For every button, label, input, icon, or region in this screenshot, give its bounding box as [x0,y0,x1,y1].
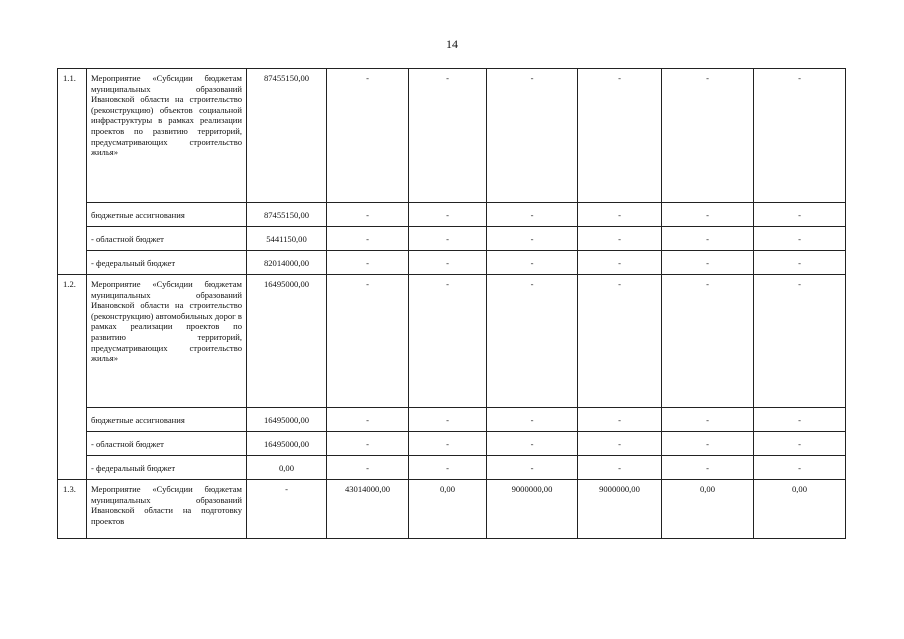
value-cell: - [409,408,487,432]
row-title-text: Мероприятие «Субсидии бюджетам муниципальных образований Ивановской области на строительство (реконструкцию) объектов социальной инфраструктуры в рамках реализации проектов по развитию территорий, предусматривающих строительство жилья» [91,73,242,158]
value-cell: - [409,227,487,251]
value-cell: 43014000,00 [327,480,409,539]
table-row [58,408,846,432]
table-row [58,275,846,408]
value-cell: - [327,408,409,432]
value-cell: - [487,227,578,251]
page-number: 14 [446,37,458,51]
row-title [87,275,247,408]
value-cell: 16495000,00 [247,432,327,456]
value-cell: - [487,456,578,480]
value-cell: - [409,275,487,408]
value-cell: - [662,203,754,227]
value-cell: - [662,251,754,275]
value-cell: 0,00 [754,480,846,539]
value-cell: - [409,203,487,227]
value-cell: - [662,69,754,203]
value-cell: 9000000,00 [578,480,662,539]
value-cell: 5441150,00 [247,227,327,251]
value-cell: - [754,432,846,456]
value-cell: - [662,275,754,408]
value-cell: - [247,480,327,539]
value-cell: - [409,456,487,480]
table-row [58,203,846,227]
value-cell: - [754,203,846,227]
value-cell: 9000000,00 [487,480,578,539]
value-cell: - [578,408,662,432]
row-title-text: Мероприятие «Субсидии бюджетам муниципальных образований Ивановской области на подготовку проектов [91,484,242,526]
sub-row-label: бюджетные ассигнования [87,408,247,432]
value-cell: - [578,251,662,275]
value-cell: - [662,432,754,456]
value-cell: - [487,203,578,227]
value-cell: - [409,251,487,275]
value-cell: - [754,227,846,251]
value-cell: - [487,251,578,275]
budget-table [57,68,846,539]
value-cell: - [409,69,487,203]
row-title-text: Мероприятие «Субсидии бюджетам муниципальных образований Ивановской области на строительство (реконструкцию) автомобильных дорог в рамках реализации проектов по развитию территорий, предусматривающих строительство жилья» [91,279,242,364]
value-cell: - [327,432,409,456]
row-number: 1.2. [58,275,87,480]
value-cell: 87455150,00 [247,203,327,227]
value-cell: - [327,69,409,203]
value-cell: - [754,408,846,432]
value-cell: 0,00 [247,456,327,480]
table-row [58,251,846,275]
row-title [87,69,247,203]
value-cell: - [327,227,409,251]
value-cell: - [327,251,409,275]
sub-row-label: - федеральный бюджет [87,456,247,480]
value-cell: - [327,203,409,227]
row-number: 1.1. [58,69,87,275]
table-row [58,432,846,456]
value-cell: - [487,275,578,408]
value-cell: - [578,456,662,480]
value-cell: - [487,432,578,456]
table-row [58,480,846,539]
value-cell: - [578,275,662,408]
value-cell: - [487,408,578,432]
row-title [87,480,247,539]
value-cell: - [327,456,409,480]
value-cell: - [578,69,662,203]
value-cell: - [409,432,487,456]
value-cell: 82014000,00 [247,251,327,275]
value-cell: - [754,456,846,480]
value-cell: 16495000,00 [247,275,327,408]
table-row [58,69,846,203]
table-row [58,227,846,251]
value-cell: - [754,251,846,275]
row-number: 1.3. [58,480,87,539]
value-cell: - [578,203,662,227]
table-row [58,456,846,480]
sub-row-label: - областной бюджет [87,227,247,251]
value-cell: - [487,69,578,203]
value-cell: - [754,275,846,408]
value-cell: - [754,69,846,203]
value-cell: 16495000,00 [247,408,327,432]
value-cell: - [662,456,754,480]
value-cell: 87455150,00 [247,69,327,203]
value-cell: 0,00 [662,480,754,539]
value-cell: - [662,408,754,432]
value-cell: 0,00 [409,480,487,539]
value-cell: - [327,275,409,408]
sub-row-label: - федеральный бюджет [87,251,247,275]
value-cell: - [578,227,662,251]
sub-row-label: бюджетные ассигнования [87,203,247,227]
sub-row-label: - областной бюджет [87,432,247,456]
value-cell: - [662,227,754,251]
value-cell: - [578,432,662,456]
